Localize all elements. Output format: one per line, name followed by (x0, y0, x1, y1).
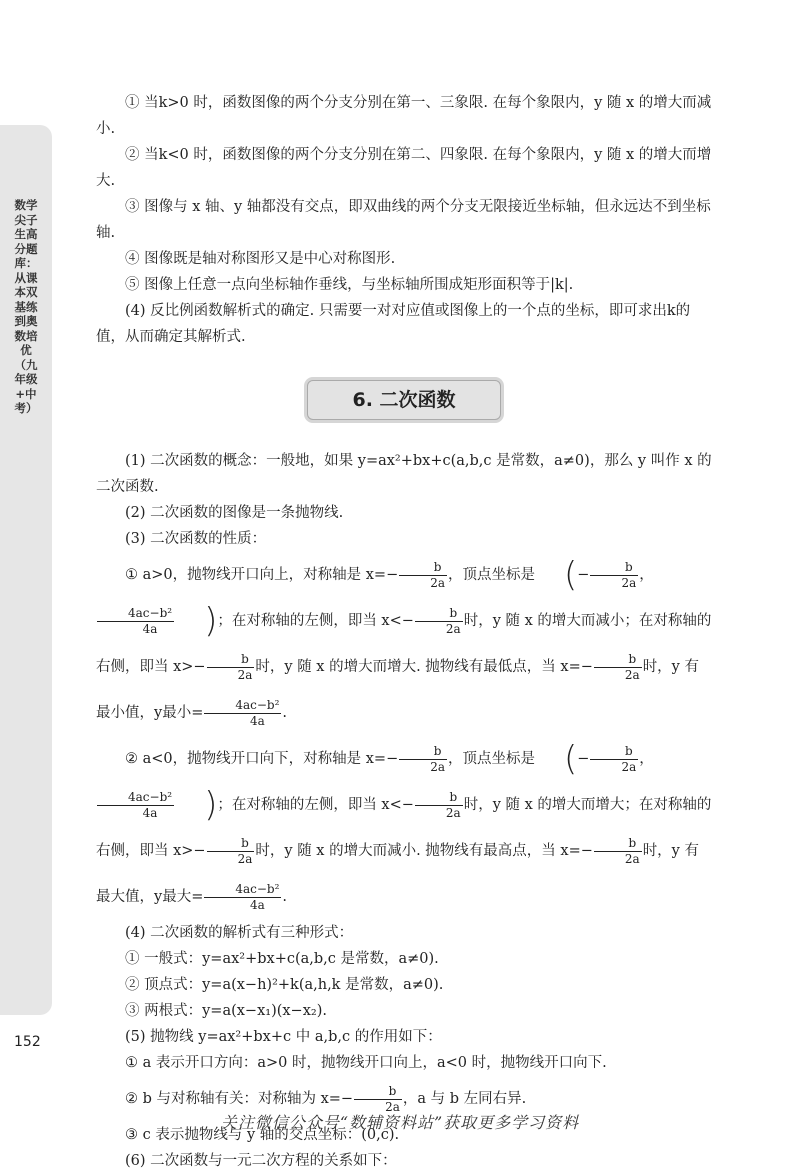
property-a-negative: ② a<0，抛物线开口向下，对称轴是 x=− $\frac{b}{2a}$ ，顶点坐标是 (− $\frac{b}{2a}$ ， $\frac{\text{4ac−b²}}{4a}$ )；在对称轴的左侧，即当 x<− $\frac{b}{2a}$ 时，y 随 x 的增大而增大；在对称轴的右侧，即当 x>− $\frac{b}{2a}$ 时，y 随 x 的增大而减小. 抛物线有最高点，当 x=− $\frac{b}{2a}$ 时，y 有最大值，y最大= $\frac{\text{4ac−b²}}{4a}$ . (96, 739, 712, 912)
text-segment: 时，y 随 x 的增大而增大；在对称轴的右侧，即当 x>− (96, 797, 712, 859)
text-segment: ，顶点坐标是 (448, 567, 536, 583)
page-number: 152 (14, 1034, 41, 1050)
fraction-b-over-2a: $\frac{b}{2a}$ (399, 560, 447, 591)
text-segment: ，顶点坐标是 (448, 751, 536, 767)
text-segment: 时，y 有最大值，y最大= (96, 843, 699, 905)
paren-left: ( (564, 555, 578, 595)
text-segment: ；在对称轴的左侧，即当 x<− (217, 613, 414, 629)
body-paragraph: (5) 抛物线 y=ax²+bx+c 中 a,b,c 的作用如下： (125, 1029, 442, 1045)
body-paragraph: (3) 二次函数的性质： (125, 531, 267, 547)
property-a-positive: ① a>0，抛物线开口向上，对称轴是 x=− $\frac{b}{2a}$ ，顶点坐标是 (− $\frac{b}{2a}$ ， $\frac{\text{4ac−b²}}{4a}$ )；在对称轴的左侧，即当 x<− $\frac{b}{2a}$ 时，y 随 x 的增大而减小；在对称轴的右侧，即当 x>− $\frac{b}{2a}$ 时，y 随 x 的增大而增大. 抛物线有最低点，当 x=− $\frac{b}{2a}$ 时，y 有最小值，y最小= $\frac{\text{4ac−b²}}{4a}$ . (96, 555, 712, 728)
fraction-vertex-y: $\frac{\text{4ac−b²}}{4a}$ (97, 790, 174, 821)
fraction-b-over-2a: $\frac{b}{2a}$ (594, 836, 642, 867)
text-segment: ，a 与 b 左同右异. (402, 1091, 527, 1107)
text-segment: ② a<0，抛物线开口向下，对称轴是 x=− (125, 751, 399, 767)
body-paragraph: (2) 二次函数的图像是一条抛物线. (125, 505, 344, 521)
fraction-b-over-2a: $\frac{b}{2a}$ (594, 652, 642, 683)
paren-right: ) (204, 601, 218, 641)
fraction-max-value: $\frac{\text{4ac−b²}}{4a}$ (204, 882, 281, 913)
text-segment: ；在对称轴的左侧，即当 x<− (217, 797, 414, 813)
fraction-b-over-2a: $\frac{b}{2a}$ (415, 790, 463, 821)
body-paragraph: (6) 二次函数与一元二次方程的关系如下： (125, 1153, 397, 1169)
text-segment: 时，y 随 x 的增大而减小. 抛物线有最高点，当 x=− (255, 843, 593, 859)
text-segment: ① a>0，抛物线开口向上，对称轴是 x=− (125, 567, 399, 583)
body-paragraph: ③ c 表示抛物线与 y 轴的交点坐标：(0,c). (125, 1127, 400, 1143)
body-paragraph: ③ 两根式：y=a(x−x₁)(x−x₂). (125, 1003, 327, 1019)
intro-paragraph: ② 当k<0 时，函数图像的两个分支分别在第二、四象限. 在每个象限内，y 随 x 的增大而增大. (96, 147, 712, 189)
paren-left: ( (564, 739, 578, 779)
section-heading: 6. 二次函数 (307, 380, 500, 420)
book-title-vertical: 数学尖子生高分题库：从课本双基练到奥数培优（九年级+中考） (14, 198, 38, 415)
intro-paragraph: ① 当k>0 时，函数图像的两个分支分别在第一、三象限. 在每个象限内，y 随 x 的增大而减小. (96, 95, 712, 137)
intro-paragraph: ⑤ 图像上任意一点向坐标轴作垂线，与坐标轴所围成矩形面积等于|k|. (125, 277, 574, 293)
page-content (96, 90, 712, 1174)
body-paragraph: (4) 二次函数的解析式有三种形式： (125, 925, 354, 941)
text-segment: 时，y 随 x 的增大而增大. 抛物线有最低点，当 x=− (255, 659, 593, 675)
text-segment: 时，y 有最小值，y最小= (96, 659, 699, 721)
body-paragraph: ① 一般式：y=ax²+bx+c(a,b,c 是常数，a≠0). (125, 951, 439, 967)
body-paragraph: ① a 表示开口方向：a>0 时，抛物线开口向上，a<0 时，抛物线开口向下. (125, 1055, 607, 1071)
fraction-min-value: $\frac{\text{4ac−b²}}{4a}$ (204, 698, 281, 729)
fraction-vertex-y: $\frac{\text{4ac−b²}}{4a}$ (97, 606, 174, 637)
intro-paragraph: ③ 图像与 x 轴、y 轴都没有交点，即双曲线的两个分支无限接近坐标轴，但永远达不到坐标轴. (96, 199, 711, 241)
fraction-b-over-2a: $\frac{b}{2a}$ (207, 836, 255, 867)
body-paragraph: (1) 二次函数的概念：一般地，如果 y=ax²+bx+c(a,b,c 是常数，a≠0)，那么 y 叫作 x 的二次函数. (96, 453, 712, 495)
text-segment: 时，y 随 x 的增大而减小；在对称轴的右侧，即当 x>− (96, 613, 712, 675)
text-segment: ② b 与对称轴有关：对称轴为 x=− (125, 1091, 354, 1107)
fraction-b-over-2a: $\frac{b}{2a}$ (207, 652, 255, 683)
paren-right: ) (204, 785, 218, 825)
body-paragraph: ② 顶点式：y=a(x−h)²+k(a,h,k 是常数，a≠0). (125, 977, 444, 993)
footer-note: 关注微信公众号“数辅资料站”获取更多学习资料 (220, 1113, 580, 1132)
intro-paragraph: ④ 图像既是轴对称图形又是中心对称图形. (125, 251, 396, 267)
fraction-vertex-x: $\frac{b}{2a}$ (590, 744, 638, 775)
fraction-b-over-2a: $\frac{b}{2a}$ (415, 606, 463, 637)
section-heading-wrap (96, 380, 712, 420)
fraction-b-over-2a: $\frac{b}{2a}$ (354, 1084, 402, 1115)
fraction-b-over-2a: $\frac{b}{2a}$ (399, 744, 447, 775)
intro-paragraph: (4) 反比例函数解析式的确定. 只需要一对对应值或图像上的一个点的坐标，即可求出k的值，从而确定其解析式. (96, 303, 691, 345)
fraction-vertex-x: $\frac{b}{2a}$ (590, 560, 638, 591)
